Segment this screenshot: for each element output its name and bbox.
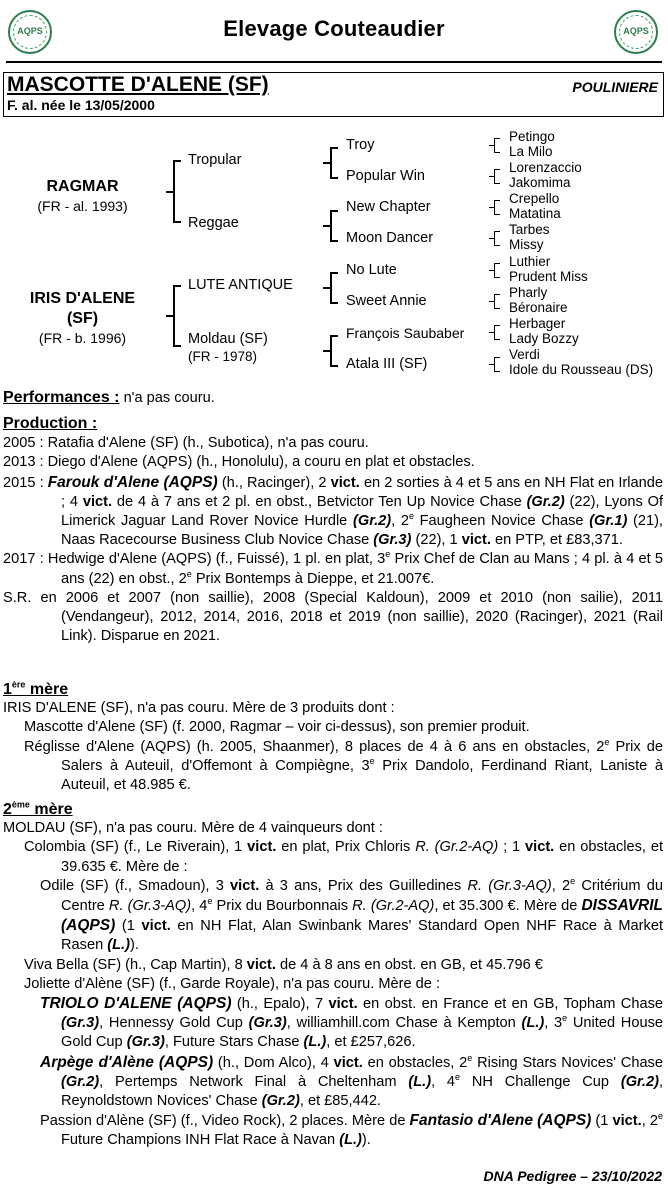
bracket-g3-2 <box>494 169 495 184</box>
performances-text: n'a pas couru. <box>123 390 215 406</box>
first-dam-section <box>3 680 663 795</box>
first-dam-product-1: Mascotte d'Alene (SF) (f. 2000, Ragmar – voir ci-dessus), son premier produit. <box>24 719 530 736</box>
pedigree-dam: IRIS D'ALENE (SF) (FR - b. 1996) <box>29 290 136 346</box>
pedigree-g2-2: Reggae <box>188 215 239 231</box>
horse-name: MASCOTTE D'ALENE (SF) <box>7 73 269 96</box>
production-sr: S.R. en 2006 et 2007 (non saillie), 2008 (Special Kaldoun), 2009 et 2010 (non sailie), 2011 (Vendangeur), 2012, 2014, 2016, 2018 et 2019 (non saillie), 2020 (Racinger), 2021 (Rail Link). Disparue en 2021. <box>3 589 663 645</box>
page-title: Elevage Couteaudier <box>223 16 445 41</box>
production-2013: 2013 : Diego d'Alene (AQPS) (h., Honolulu), a couru en plat et obstacles. <box>3 454 475 471</box>
second-dam-triolo: TRIOLO D'ALENE (AQPS) (h., Epalo), 7 vict. en obst. en France et en GB, Topham Chase (Gr.3), Hennessy Gold Cup (Gr.3), williamhill.com Chase à Kempton (L.), 3e United House Gold Cup (Gr.3), Future Stars Chase (L.), et £257,626. <box>40 995 663 1051</box>
production-2017: 2017 : Hedwige d'Alene (AQPS) (f., Fuissé), 1 pl. en plat, 3e Prix Chef de Clan au Mans ; 4 pl. à 4 et 5 ans (22) en obst., 2e Prix Bontemps à Dieppe, et 21.007€. <box>3 549 663 587</box>
pedigree-g4-8: Missy <box>509 237 544 252</box>
pedigree-g3-6: Sweet Annie <box>346 293 427 309</box>
pedigree-g2-1: Tropular <box>188 152 242 168</box>
pedigree-g4-7: Tarbes <box>509 222 550 237</box>
production-heading: Production : <box>3 415 98 432</box>
horse-birth-info: F. al. née le 13/05/2000 <box>7 97 155 113</box>
bracket-sire <box>173 160 175 223</box>
pedigree-g3-8: Atala III (SF) <box>346 356 428 372</box>
bracket-g2-3 <box>330 272 332 304</box>
pedigree-g4-14: Lady Bozzy <box>509 331 579 346</box>
aqps-logo-right: AQPS <box>614 10 658 54</box>
bracket-g2-4 <box>330 335 332 367</box>
second-dam-odile: Odile (SF) (f., Smadoun), 3 vict. à 3 ans, Prix des Guilledines R. (Gr.3-AQ), 2e Critérium du Centre R. (Gr.3-AQ), 4e Prix du Bourbonnais R. (Gr.2-AQ), et 35.300 €. Mère de DISSAVRIL (AQPS) (1 vict. en NH Flat, Alan Swinbank Mares' Standard Open NHF Race à Market Rasen (L.)). <box>40 875 664 954</box>
pedigree-g3-4: Moon Dancer <box>346 230 434 246</box>
pedigree-g2-4-info: (FR - 1978) <box>188 349 258 364</box>
pedigree-g2-4: Moldau (SF) <box>188 331 268 347</box>
horse-type: POULINIERE <box>572 79 658 95</box>
second-dam-joliette: Joliette d'Alène (SF) (f., Garde Royale), n'a pas couru. Mère de : <box>24 975 441 992</box>
pedigree-g4-5: Crepello <box>509 191 560 206</box>
first-dam-heading: 1ère mère <box>3 679 69 698</box>
production-2005: 2005 : Ratafia d'Alene (SF) (h., Subotica), n'a pas couru. <box>3 435 369 452</box>
pedigree-g4-6: Matatina <box>509 206 561 221</box>
second-dam-heading: 2ème mère <box>3 799 73 818</box>
pedigree-g4-4: Jakomima <box>509 175 571 190</box>
bracket-g3-4 <box>494 231 495 246</box>
bracket-g2-2 <box>330 210 332 242</box>
pedigree-g4-2: La Milo <box>509 144 553 159</box>
bracket-g3-6 <box>494 294 495 309</box>
production-2015: 2015 : Farouk d'Alene (AQPS) (h., Racinger), 2 vict. en 2 sorties à 4 et 5 ans en NH Flat en Irlande ; 4 vict. de 4 à 7 ans et 2 pl. en obst., Betvictor Ten Up Novice Chase (Gr.2) (22), Lyons Of Limerick Jaguar Land Rover Novice Hurdle (Gr.2), 2e Faugheen Novice Chase (Gr.1) (21), Naas Racecourse Business Club Novice Chase (Gr.3) (22), 1 vict. en PTP, et £83,371. <box>3 473 663 549</box>
aqps-logo-left: AQPS <box>8 10 52 54</box>
pedigree-g3-2: Popular Win <box>346 168 425 184</box>
bracket-g3-3 <box>494 200 495 215</box>
pedigree-g4-13: Herbager <box>509 316 566 331</box>
bracket-g2-1 <box>330 147 332 179</box>
second-dam-section <box>3 800 663 1151</box>
production-section <box>3 414 663 646</box>
pedigree-sire: RAGMAR (FR - al. 1993) <box>37 178 128 214</box>
bracket-g3-7 <box>494 325 495 340</box>
pedigree-g3-5: No Lute <box>346 262 397 278</box>
first-dam-product-2: Réglisse d'Alene (AQPS) (h. 2005, Shaanmer), 8 places de 4 à 6 ans en obstacles, 2e Prix de Salers à Auteuil, d'Offemont à Compiègne, 3e Prix Dandolo, Ferdinand Riant, Laniste à Auteuil, et 48.985 €. <box>24 736 663 794</box>
pedigree-g3-1: Troy <box>346 137 375 153</box>
bracket-g3-8 <box>494 357 495 372</box>
header-divider <box>6 61 662 63</box>
pedigree-g4-15: Verdi <box>509 347 540 362</box>
bracket-g3-5 <box>494 263 495 278</box>
pedigree-g4-10: Prudent Miss <box>509 269 588 284</box>
pedigree-g4-11: Pharly <box>509 285 548 300</box>
first-dam-intro: IRIS D'ALENE (SF), n'a pas couru. Mère de 3 produits dont : <box>3 700 395 717</box>
pedigree-g2-3: LUTE ANTIQUE <box>188 277 293 293</box>
pedigree-g4-9: Luthier <box>509 254 551 269</box>
second-dam-viva-bella: Viva Bella (SF) (h., Cap Martin), 8 vict. de 4 à 8 ans en obst. en GB, et 45.796 € <box>24 956 543 973</box>
pedigree-g4-16: Idole du Rousseau (DS) <box>509 362 654 377</box>
second-dam-arpege: Arpège d'Alène (AQPS) (h., Dom Alco), 4 vict. en obstacles, 2e Rising Stars Novices' Chase (Gr.2), Pertemps Network Final à Cheltenham (L.), 4e NH Challenge Cup (Gr.2), Reynoldstown Novices' Chase (Gr.2), et £85,442. <box>40 1052 664 1110</box>
bracket-dam <box>173 285 175 347</box>
pedigree-g4-3: Lorenzaccio <box>509 160 582 175</box>
second-dam-colombia: Colombia (SF) (f., Le Riverain), 1 vict. en plat, Prix Chloris R. (Gr.2-AQ) ; 1 vict. en obstacles, et 39.635 €. Mère de : <box>24 839 664 875</box>
second-dam-passion: Passion d'Alène (SF) (f., Video Rock), 2 places. Mère de Fantasio d'Alene (AQPS) (1 vict., 2e Future Champions INH Flat Race à Navan (L.)). <box>40 1111 663 1149</box>
footer-credit: DNA Pedigree – 23/10/2022 <box>483 1168 662 1184</box>
pedigree-g4-1: Petingo <box>509 129 555 144</box>
bracket-g3-1 <box>494 138 495 153</box>
performances-heading: Performances : <box>3 389 120 406</box>
second-dam-intro: MOLDAU (SF), n'a pas couru. Mère de 4 vainqueurs dont : <box>3 820 383 837</box>
pedigree-g4-12: Béronaire <box>509 300 568 315</box>
performances-section <box>3 388 663 408</box>
pedigree-g3-3: New Chapter <box>346 199 431 215</box>
pedigree-g3-7: François Saubaber <box>346 325 465 341</box>
